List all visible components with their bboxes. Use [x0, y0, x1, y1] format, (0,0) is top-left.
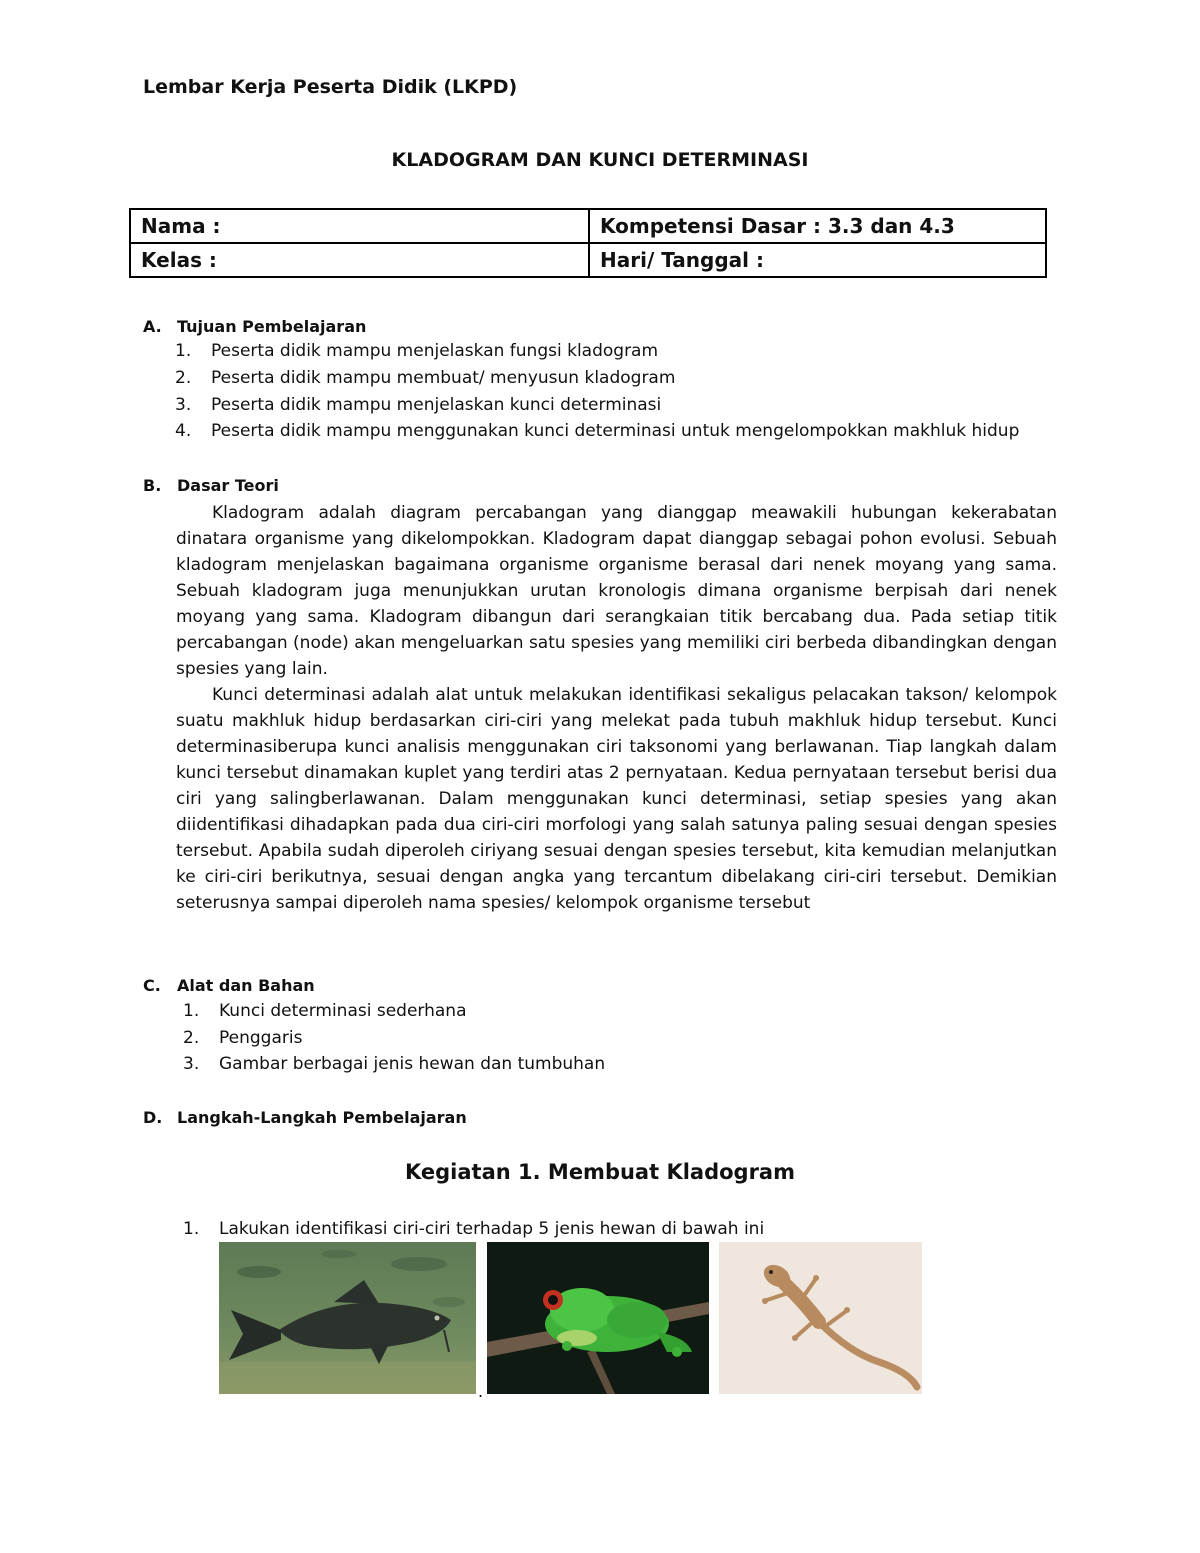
header-label: Lembar Kerja Peserta Didik (LKPD) — [143, 76, 518, 98]
hari-tanggal-field: Hari/ Tanggal : — [589, 243, 1046, 277]
section-title: Dasar Teori — [177, 476, 279, 495]
document-title: KLADOGRAM DAN KUNCI DETERMINASI — [391, 149, 809, 171]
section-letter: A. — [143, 317, 162, 336]
list-item: 3. Gambar berbagai jenis hewan dan tumbuhan — [183, 1054, 606, 1074]
section-c-heading — [143, 976, 315, 995]
section-title: Tujuan Pembelajaran — [177, 317, 367, 336]
dasar-teori-text — [176, 500, 1057, 916]
kelas-field: Kelas : — [130, 243, 589, 277]
section-title: Langkah-Langkah Pembelajaran — [177, 1108, 467, 1127]
list-item: 2. Penggaris — [183, 1028, 303, 1048]
stray-dot: . — [478, 1382, 484, 1401]
list-item: 2. Peserta didik mampu membuat/ menyusun kladogram — [175, 368, 676, 388]
paragraph-kunci-determinasi: Kunci determinasi adalah alat untuk melakukan identifikasi sekaligus pelacakan takson/ kelompok suatu makhluk hidup berdasarkan ciri-ciri yang melekat pada tubuh makhluk hidup tersebut. Kunci determinasiberupa kunci analisis menggunakan ciri taksonomi yang berlawanan. Tiap langkah dalam kunci tersebut dinamakan kuplet yang terdiri atas 2 pernyataan. Kedua pernyataan tersebut berisi dua ciri yang salingberlawanan. Dalam menggunakan kunci determinasi, setiap spesies yang akan diidentifikasi dihadapkan pada dua ciri-ciri morfologi yang salah satunya paling sesuai dengan spesies tersebut. Apabila sudah diperoleh ciriyang sesuai dengan spesies tersebut, kita kemudian melanjutkan ke ciri-ciri berikutnya, sesuai dengan angka yang tercantum dibelakang ciri-ciri tersebut. Demikian seterusnya sampai diperoleh nama spesies/ kelompok organisme tersebut — [176, 685, 1057, 913]
section-title: Alat dan Bahan — [177, 976, 315, 995]
kompetensi-field: Kompetensi Dasar : 3.3 dan 4.3 — [589, 209, 1046, 243]
fish-photo — [219, 1242, 476, 1394]
section-b-heading — [143, 476, 279, 495]
list-item: 1. Kunci determinasi sederhana — [183, 1001, 467, 1021]
paragraph-kladogram: Kladogram adalah diagram percabangan yang dianggap meawakili hubungan kekerabatan dinatara organisme yang dikelompokkan. Kladogram dapat dianggap sebagai pohon evolusi. Sebuah kladogram menjelaskan bagaimana organisme organisme berasal dari nenek moyang yang sama. Sebuah kladogram juga menunjukkan urutan kronologis dimana organisme berpisah dari nenek moyang yang sama. Kladogram dibangun dari serangkaian titik bercabang dua. Pada setiap titik percabangan (node) akan mengeluarkan satu spesies yang memiliki ciri berbeda dibandingkan dengan spesies yang lain. — [176, 503, 1057, 679]
section-letter: B. — [143, 476, 162, 495]
kegiatan-title: Kegiatan 1. Membuat Kladogram — [405, 1160, 795, 1184]
section-d-heading — [143, 1108, 467, 1127]
section-letter: D. — [143, 1108, 163, 1127]
frog-photo — [487, 1242, 709, 1394]
step-1: 1. Lakukan identifikasi ciri-ciri terhadap 5 jenis hewan di bawah ini — [183, 1219, 765, 1239]
section-letter: C. — [143, 976, 161, 995]
list-item: 1. Peserta didik mampu menjelaskan fungsi kladogram — [175, 341, 659, 361]
gecko-photo — [719, 1242, 922, 1394]
list-item: 3. Peserta didik mampu menjelaskan kunci determinasi — [175, 395, 662, 415]
student-info-table — [129, 208, 1047, 278]
list-item: 4. Peserta didik mampu menggunakan kunci determinasi untuk mengelompokkan makhluk hidup — [175, 421, 1020, 441]
section-a-heading — [143, 317, 366, 336]
nama-field: Nama : — [130, 209, 589, 243]
